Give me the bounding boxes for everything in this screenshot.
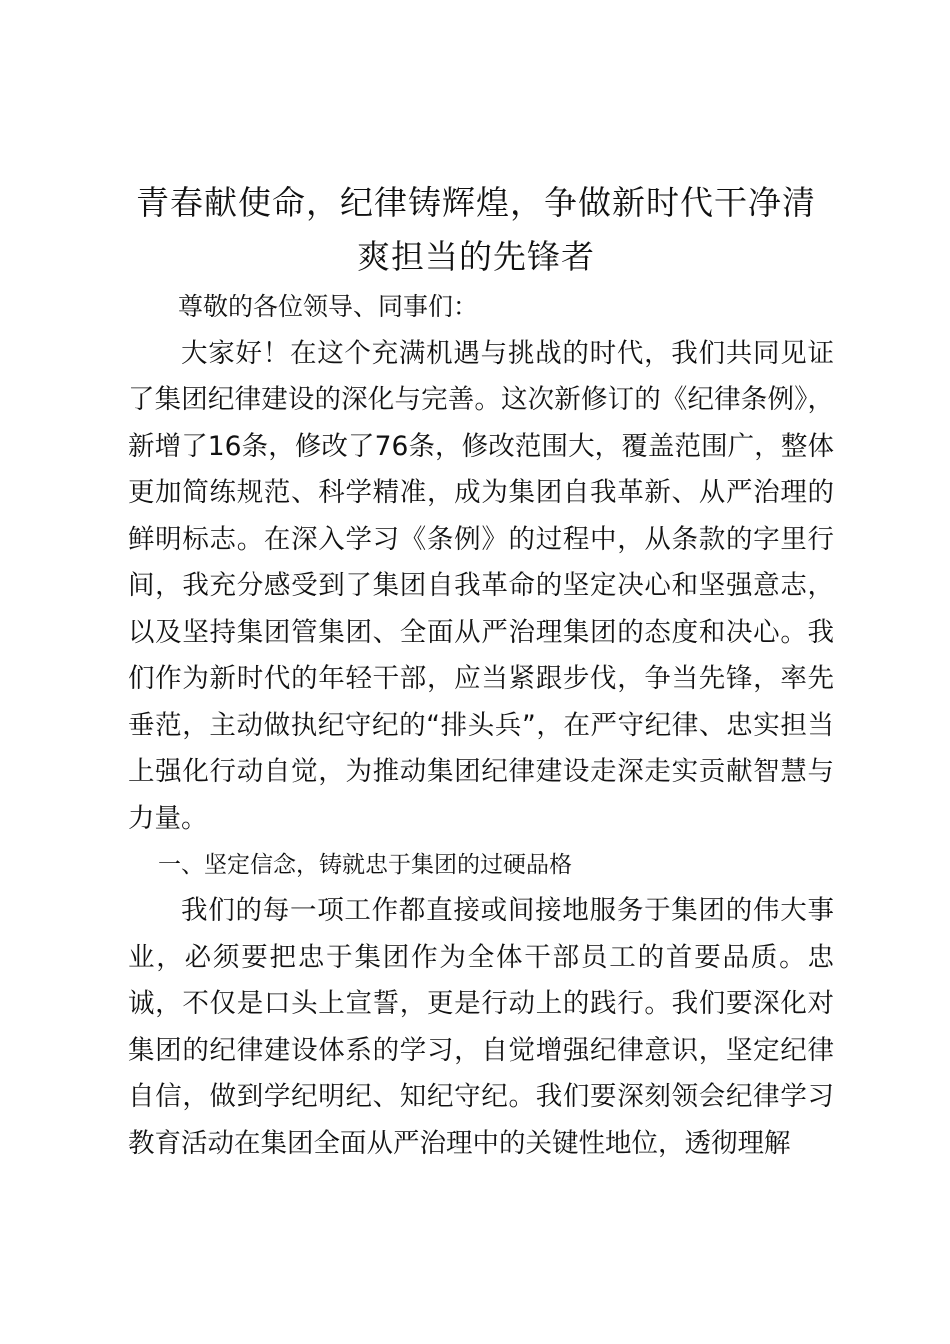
document-body bbox=[128, 284, 834, 1167]
document-title: 青春献使命，纪律铸辉煌，争做新时代干净清爽担当的先锋者 bbox=[136, 183, 816, 276]
salutation: 尊敬的各位领导、同事们： bbox=[178, 292, 479, 321]
intro-paragraph: 大家好！在这个充满机遇与挑战的时代，我们共同见证了集团纪律建设的深化与完善。这次新修订的《纪律条例》，新增了16条，修改了76条，修改范围大，覆盖范围广，整体更加简练规范、科学精准，成为集团自我革新、从严治理的鲜明标志。在深入学习《条例》的过程中，从条款的字里行间，我充分感受到了集团自我革命的坚定决心和坚强意志，以及坚持集团管集团、全面从严治理集团的态度和决心。我们作为新时代的年轻干部，应当紧跟步伐，争当先锋，率先垂范，主动做执纪守纪的“排头兵”，在严守纪律、忠实担当上强化行动自觉，为推动集团纪律建设走深走实贡献智慧与力量。 bbox=[128, 337, 834, 834]
section-1-paragraph: 我们的每一项工作都直接或间接地服务于集团的伟大事业，必须要把忠于集团作为全体干部员工的首要品质。忠诚，不仅是口头上宣誓，更是行动上的践行。我们要深化对集团的纪律建设体系的学习，自觉增强纪律意识，坚定纪律自信，做到学纪明纪、知纪守纪。我们要深刻领会纪律学习教育活动在集团全面从严治理中的关键性地位，透彻理解 bbox=[128, 895, 834, 1159]
section-heading-1: 一、坚定信念，铸就忠于集团的过硬品格 bbox=[158, 852, 572, 878]
